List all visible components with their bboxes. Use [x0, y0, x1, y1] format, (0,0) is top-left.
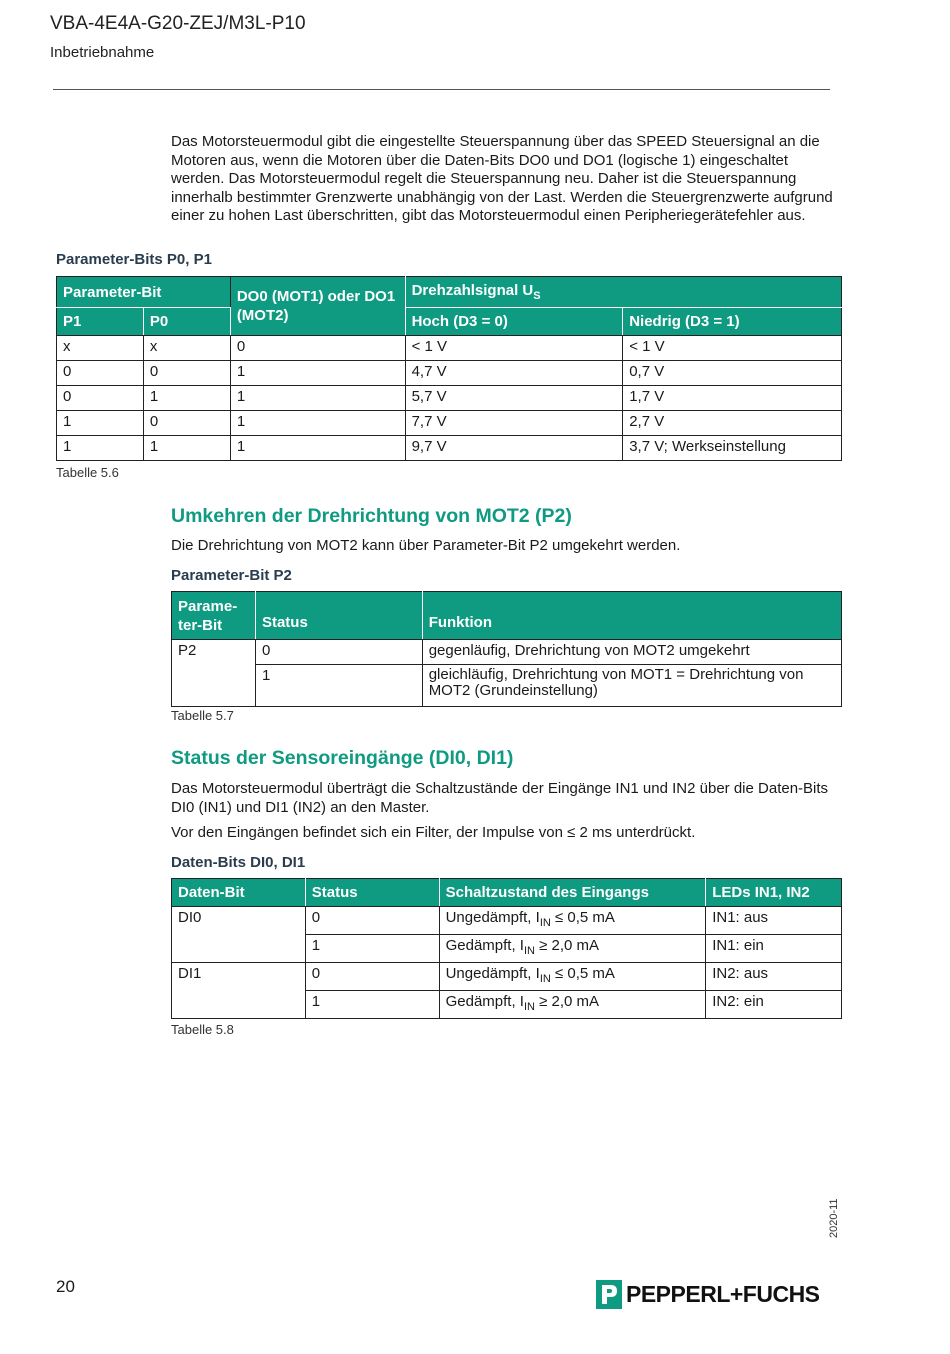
page-number: 20 — [56, 1277, 75, 1296]
cell-bit: DI1 — [172, 963, 306, 1019]
cell: x — [143, 336, 230, 361]
cell: 0,7 V — [623, 361, 842, 386]
table-daten-bits-di0-di1 — [171, 878, 842, 1019]
header-daten-bit: Daten-Bit — [172, 879, 306, 907]
revision-date: 2020-11 — [828, 1198, 840, 1238]
cell: IN2: aus — [706, 963, 842, 991]
section3-text2: Vor den Eingängen befindet sich ein Filter, der Impulse von ≤ 2 ms unterdrückt. — [171, 824, 696, 841]
cell: 4,7 V — [405, 361, 623, 386]
brand-name: PEPPERL+FUCHS — [626, 1281, 820, 1307]
intro-paragraph: Das Motorsteuermodul gibt die eingestellte Steuerspannung über das SPEED Steuersignal an die Motoren aus, wenn die Motoren über die Daten-Bits DO0 und DO1 (logische 1) eingeschaltet werden. Das Motorsteuermodul regelt die Steuerspannung neu. Daher ist die Steuerspannung innerhalb bestimmter Grenzwerte unabhängig von der Last. Werden die Steuergrenzwerte aufgrund einer zu hohen Last überschritten, gibt das Motorsteuermodul einen Peripheriegerätefehler aus. — [171, 133, 833, 224]
cell-bit: DI0 — [172, 907, 306, 963]
header-do: DO0 (MOT1) oder DO1 (MOT2) — [230, 277, 405, 336]
table-row — [57, 436, 842, 461]
table2-caption: Tabelle 5.7 — [171, 708, 234, 723]
cell: 0 — [255, 640, 422, 665]
cell: 0 — [305, 963, 439, 991]
header-p0: P0 — [143, 308, 230, 336]
table-parameter-bits-p0-p1 — [56, 276, 842, 461]
table-row — [57, 361, 842, 386]
table1-caption: Tabelle 5.6 — [56, 465, 119, 480]
cell: Ungedämpft, $I_{IN} \le 0,5$ mA — [439, 963, 706, 991]
cell: 1 — [230, 411, 405, 436]
brand-logo — [596, 1280, 820, 1309]
header-p1: P1 — [57, 308, 144, 336]
cell: 1,7 V — [623, 386, 842, 411]
table-row — [172, 907, 842, 935]
cell: 1 — [230, 361, 405, 386]
cell: Gedämpft, $I_{IN} \ge 2,0$ mA — [439, 935, 706, 963]
table-parameter-bit-p2 — [171, 591, 842, 707]
table-row — [172, 640, 842, 665]
cell-bit: P2 — [172, 640, 256, 707]
cell: 1 — [57, 436, 144, 461]
section3-title: Status der Sensoreingänge (DI0, DI1) — [171, 747, 514, 769]
cell: 9,7 V — [405, 436, 623, 461]
cell: 3,7 V; Werkseinstellung — [623, 436, 842, 461]
table-row — [172, 665, 842, 707]
cell: 1 — [230, 386, 405, 411]
cell: 0 — [143, 411, 230, 436]
cell: 1 — [255, 665, 422, 707]
cell: < 1 V — [405, 336, 623, 361]
table1-heading: Parameter-Bits P0, P1 — [56, 251, 212, 268]
section2-text: Die Drehrichtung von MOT2 kann über Parameter-Bit P2 umgekehrt werden. — [171, 537, 681, 554]
cell: Gedämpft, $I_{IN} \ge 2,0$ mA — [439, 991, 706, 1019]
cell: 0 — [305, 907, 439, 935]
cell: < 1 V — [623, 336, 842, 361]
cell: 0 — [57, 386, 144, 411]
table-row — [57, 411, 842, 436]
cell: 0 — [143, 361, 230, 386]
cell: 0 — [230, 336, 405, 361]
section-name: Inbetriebnahme — [50, 44, 155, 61]
table3-caption: Tabelle 5.8 — [171, 1022, 234, 1037]
header-divider — [53, 89, 830, 90]
header-status: Status — [305, 879, 439, 907]
cell: 1 — [305, 935, 439, 963]
cell: 1 — [305, 991, 439, 1019]
cell: gegenläufig, Drehrichtung von MOT2 umgekehrt — [422, 640, 841, 665]
document-title: VBA-4E4A-G20-ZEJ/M3L-P10 — [50, 13, 306, 34]
cell: IN1: aus — [706, 907, 842, 935]
header-leds: LEDs IN1, IN2 — [706, 879, 842, 907]
header-status: Status — [255, 592, 422, 640]
cell: 1 — [143, 386, 230, 411]
cell: 7,7 V — [405, 411, 623, 436]
table3-heading: Daten-Bits DI0, DI1 — [171, 854, 306, 871]
table-row — [172, 963, 842, 991]
table-row — [57, 336, 842, 361]
table-row — [57, 386, 842, 411]
header-parameter-bit: Parameter-Bit — [57, 277, 231, 308]
cell: IN1: ein — [706, 935, 842, 963]
brand-logo-icon — [596, 1280, 622, 1309]
section2-title: Umkehren der Drehrichtung von MOT2 (P2) — [171, 505, 572, 527]
header-schaltzustand: Schaltzustand des Eingangs — [439, 879, 706, 907]
header-niedrig: Niedrig (D3 = 1) — [623, 308, 842, 336]
section3-text1: Das Motorsteuermodul überträgt die Schaltzustände der Eingänge IN1 und IN2 über die Daten-Bits DI0 (IN1) und DI1 (IN2) an den Master. — [171, 780, 829, 816]
cell: 5,7 V — [405, 386, 623, 411]
table2-heading: Parameter-Bit P2 — [171, 567, 292, 584]
cell: 1 — [57, 411, 144, 436]
cell: 2,7 V — [623, 411, 842, 436]
cell: x — [57, 336, 144, 361]
header-hoch: Hoch (D3 = 0) — [405, 308, 623, 336]
cell: 0 — [57, 361, 144, 386]
header-parameter-bit: Parame- ter-Bit — [172, 592, 256, 640]
cell: Ungedämpft, $I_{IN} \le 0,5$ mA — [439, 907, 706, 935]
header-funktion: Funktion — [422, 592, 841, 640]
cell: 1 — [143, 436, 230, 461]
header-drehzahlsignal: Drehzahlsignal $U_S$ — [405, 277, 841, 308]
cell: 1 — [230, 436, 405, 461]
cell: gleichläufig, Drehrichtung von MOT1 = Drehrichtung von MOT2 (Grundeinstellung) — [422, 665, 841, 707]
cell: IN2: ein — [706, 991, 842, 1019]
